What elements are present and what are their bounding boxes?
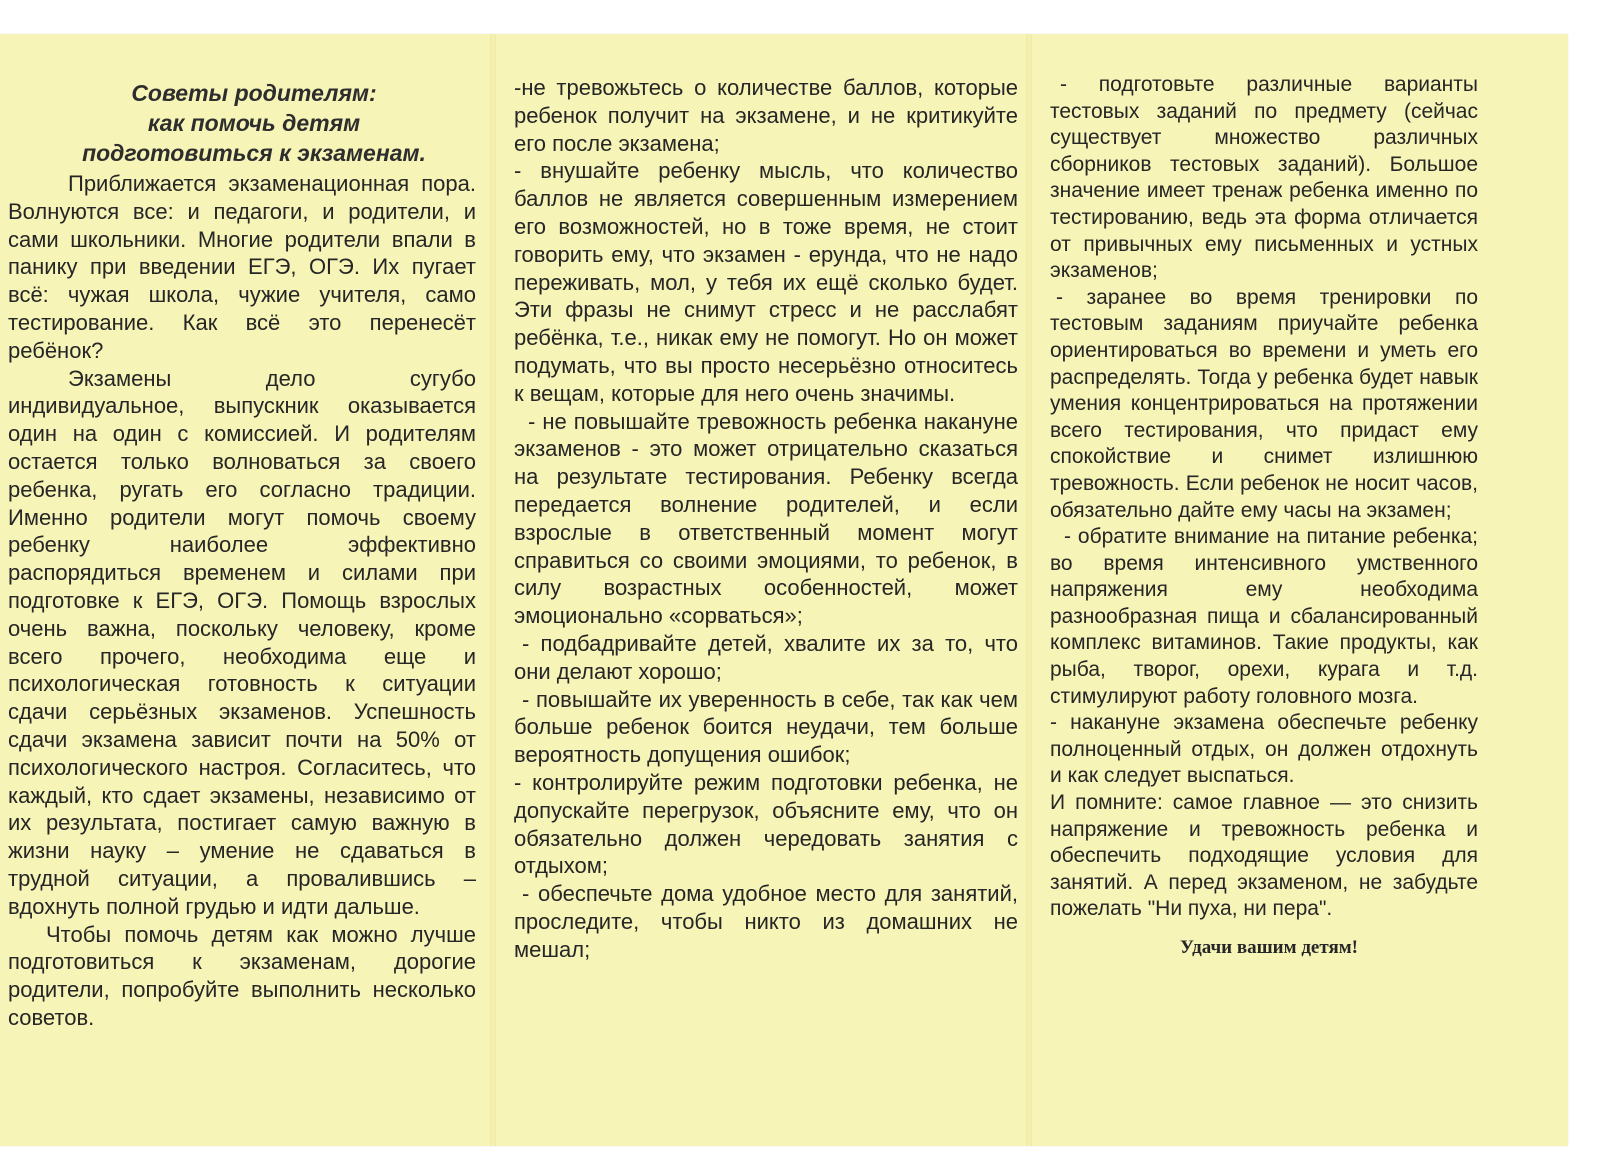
closing-wish: Удачи вашим детям! (1180, 937, 1358, 958)
advice-item: - заранее во время тренировки по тестовым заданиям приучайте ребенка ориентироваться во времени и уметь его распределять. Тогда у ребенка будет навык умения концентрироваться на протяжении всего тестирования, что придаст ему спокойствие и снимет излишнюю тревожность. Если ребенок не носит часов, обязательно дайте ему часы на экзамен; (1050, 285, 1478, 522)
advice-item: - контролируйте режим подготовки ребенка, не допускайте перегрузок, объясните ему, что он обязательно должен чередовать занятия с отдыхом; (514, 769, 1018, 879)
leaflet-title (32, 78, 476, 168)
fold-line-left (490, 34, 496, 1146)
leaflet-sheet (0, 34, 1568, 1146)
paragraph: Чтобы помочь детям как можно лучше подготовиться к экзаменам, дорогие родители, попробуйте выполнить несколько советов. (8, 921, 476, 1030)
advice-item: - подбадривайте детей, хвалите их за то, что они делают хорошо; (514, 630, 1018, 684)
title-line-3: подготовиться к экзаменам. (82, 140, 426, 166)
advice-item: - повышайте их уверенность в себе, так как чем больше ребенок боится неудачи, тем больше вероятность допущения ошибок; (514, 686, 1018, 768)
advice-item: -не тревожьтесь о количестве баллов, которые ребенок получит на экзамене, и не критикуйте его после экзамена; (514, 75, 1018, 156)
title-line-1: Советы родителям: (131, 80, 377, 106)
advice-item: - обеспечьте дома удобное место для занятий, проследите, чтобы никто из домашних не мешал; (514, 881, 1018, 962)
title-line-2: как помочь детям (147, 110, 361, 136)
fold-line-right (1026, 34, 1032, 1146)
advice-item: - не повышайте тревожность ребенка накануне экзаменов - это может отрицательно сказаться на результате тестирования. Ребенку всегда передается волнение родителей, и если взрослые в ответственный момент могут справиться со своими эмоциями, то ребенок, в силу возрастных особенностей, может эмоционально «сорваться»; (514, 408, 1018, 629)
paragraph: Приближается экзаменационная пора. Волнуются все: и педагоги, и родители, и сами школьники. Многие родители впали в панику при введении ЕГЭ, ОГЭ. Их пугает всё: чужая школа, чужие учителя, само тестирование. Как всё это перенесёт ребёнок? (8, 171, 476, 363)
column-right (1050, 72, 1478, 962)
advice-item: - обратите внимание на питание ребенка; во время интенсивного умственного напряжения ему необходима разнообразная пища и сбалансированный комплекс витаминов. Такие продукты, как рыба, творог, орехи, курага и т.д. стимулируют работу головного мозга. (1050, 525, 1478, 708)
column-middle (514, 74, 1018, 964)
advice-item: - накануне экзамена обеспечьте ребенку полноценный отдых, он должен отдохнуть и как следует выспаться. (1050, 711, 1478, 788)
advice-item: И помните: самое главное — это снизить напряжение и тревожность ребенка и обеспечить подходящие условия для занятий. А перед экзаменом, не забудьте пожелать "Ни пуха, ни пера". (1050, 791, 1478, 921)
column-left (8, 34, 476, 1032)
advice-item: - внушайте ребенку мысль, что количество баллов не является совершенным измерением его возможностей, но в тоже время, не стоит говорить ему, что экзамен - ерунда, что не надо переживать, мол, у тебя их ещё сколько будет. Эти фразы не снимут стресс и не расслабят ребёнка, т.е., никак ему не помогут. Но он может подумать, что вы просто несерьёзно относитесь к вещам, которые для него очень значимы. (514, 158, 1018, 406)
paragraph: Экзамены дело сугубо индивидуальное, выпускник оказывается один на один с комиссией. И родителям остается только волноваться за своего ребенка, ругать его согласно традиции. Именно родители могут помочь своему ребенку наиболее эффективно распорядиться временем и силами при подготовке к ЕГЭ, ОГЭ. Помощь взрослых очень важна, поскольку человеку, кроме всего прочего, необходима еще и психологическая готовность к ситуации сдачи серьёзных экзаменов. Успешность сдачи экзамена зависит почти на 50% от психологического настроя. Согласитесь, что каждый, кто сдает экзамены, независимо от их результата, постигает самую важную в жизни науку – умение не сдаваться в трудной ситуации, а провалившись – вдохнуть полной грудью и идти дальше. (8, 365, 476, 919)
advice-item: - подготовьте различные варианты тестовых заданий по предмету (сейчас существует множество различных сборников тестовых заданий). Большое значение имеет тренаж ребенка именно по тестированию, ведь эта форма отличается от привычных ему письменных и устных экзаменов; (1050, 73, 1478, 283)
